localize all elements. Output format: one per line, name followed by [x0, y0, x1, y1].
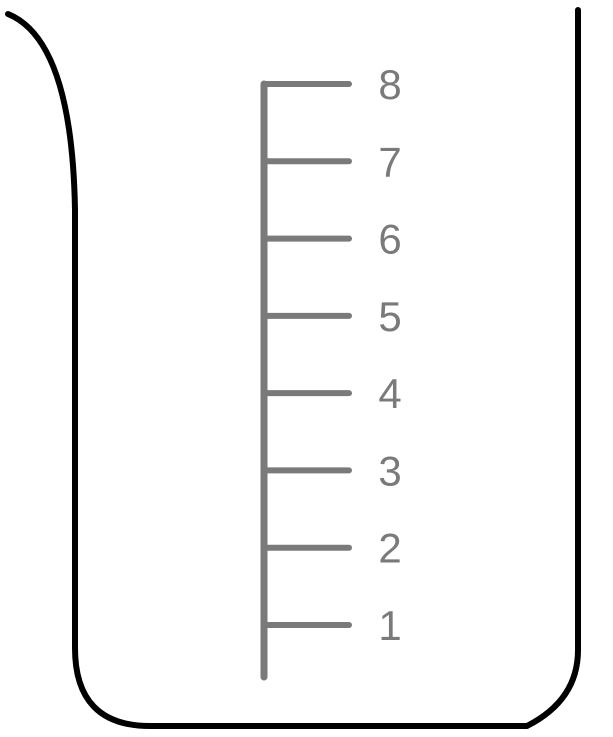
scale-label-4: 4: [378, 370, 402, 418]
scale-label-2: 2: [378, 524, 402, 572]
scale-label-5: 5: [378, 292, 402, 340]
scale-ticks: [264, 61, 402, 649]
scale-label-7: 7: [378, 138, 402, 186]
scale-label-1: 1: [378, 602, 402, 649]
scale-label-8: 8: [378, 61, 402, 108]
scale-label-3: 3: [378, 447, 402, 495]
beaker-outline: [8, 10, 578, 726]
scale-label-6: 6: [378, 215, 402, 263]
